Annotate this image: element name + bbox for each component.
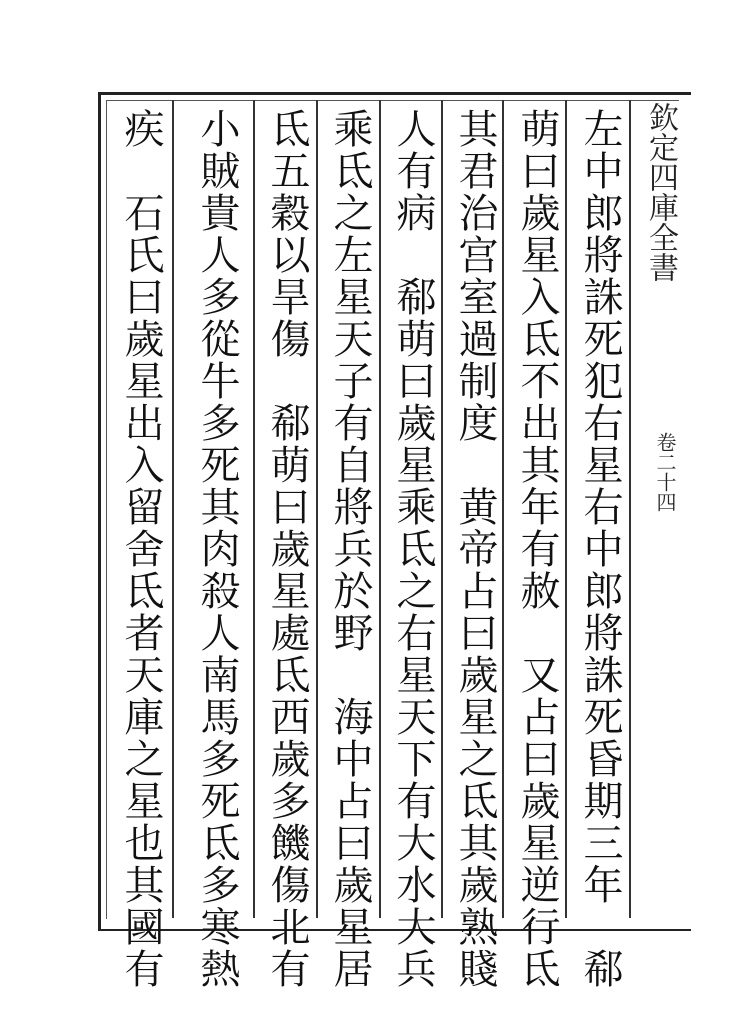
column-rule [565,100,567,918]
column-rule [172,100,174,918]
text-column-4: 人有病 郗萌曰歲星乘氐之右星天下有大水大兵 [390,108,436,990]
text-column-1: 左中郎將誅死犯右星右中郎將誅死昏期三年 郗 [577,108,623,990]
column-rule [502,100,504,918]
column-rule [379,100,381,918]
column-rule [441,100,443,918]
running-title: 欽定四庫全書 [643,102,678,282]
text-column-6: 氐五穀以旱傷 郗萌曰歲星處氐西歲多饑傷北有 [264,108,310,990]
text-column-2: 萌曰歲星入氐不出其年有赦 又占曰歲星逆行氐 [514,108,560,990]
text-column-5: 乘氐之左星天子有自將兵於野 海中占曰歲星居 [327,108,373,990]
text-column-3: 其君治宫室過制度 黄帝占曰歲星之氐其歲熟賤 [452,108,498,990]
column-rule [253,100,255,918]
volume-label: 卷二十四 [653,432,677,512]
column-rule [316,100,318,918]
text-column-7: 小賊貴人多從牛多死其肉殺人南馬多死氐多寒熱 [194,108,240,990]
column-rule [629,100,631,918]
text-column-8: 疾 石氏曰歲星出入留舍氐者天庫之星也其國有 [118,108,164,990]
